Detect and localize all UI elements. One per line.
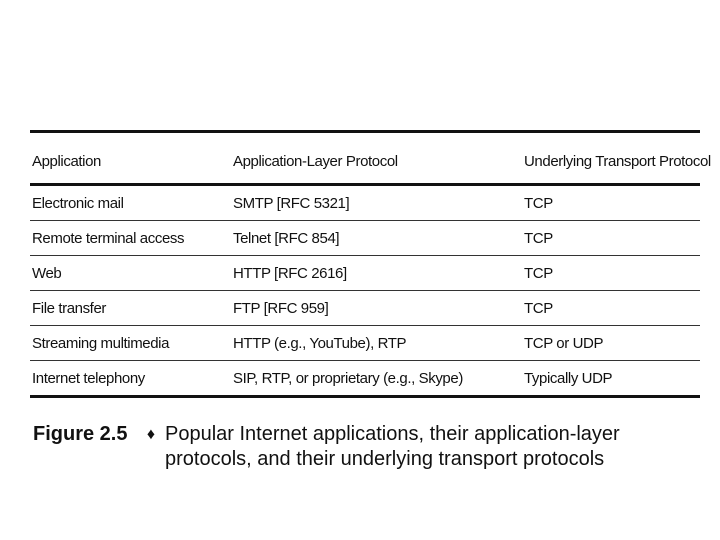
caption-text-line-2: protocols, and their underlying transport protocols <box>165 448 605 470</box>
application-cell: Internet telephony <box>32 369 145 387</box>
diamond-bullet-icon: ♦ <box>146 426 156 443</box>
column-header-application: Application <box>32 152 101 170</box>
application-cell: File transfer <box>32 299 106 317</box>
application-cell: Web <box>32 264 62 282</box>
application-cell: Streaming multimedia <box>32 334 170 352</box>
protocol-table <box>30 130 711 398</box>
figure-caption <box>33 422 693 472</box>
table-row <box>30 326 700 360</box>
caption-text-line-1: Popular Internet applications, their application-layer <box>165 423 620 445</box>
transport-cell: TCP <box>524 299 553 317</box>
table-bottom-rule <box>30 395 700 398</box>
protocol-cell: SIP, RTP, or proprietary (e.g., Skype) <box>233 369 463 387</box>
protocol-cell: Telnet [RFC 854] <box>233 229 340 247</box>
figure-label: Figure 2.5 <box>33 423 128 445</box>
transport-cell: Typically UDP <box>524 369 613 387</box>
transport-cell: TCP or UDP <box>524 334 604 352</box>
table-row <box>30 256 700 290</box>
table-row <box>30 221 700 255</box>
table-row <box>30 361 700 395</box>
application-cell: Electronic mail <box>32 194 124 212</box>
transport-cell: TCP <box>524 194 553 212</box>
column-header-transport: Underlying Transport Protocol <box>524 152 711 170</box>
protocol-cell: FTP [RFC 959] <box>233 299 329 317</box>
column-header-protocol: Application-Layer Protocol <box>233 152 398 170</box>
caption-second-line <box>33 447 693 472</box>
protocol-cell: HTTP [RFC 2616] <box>233 264 347 282</box>
transport-cell: TCP <box>524 264 553 282</box>
table-row <box>30 186 700 220</box>
transport-cell: TCP <box>524 229 553 247</box>
application-cell: Remote terminal access <box>32 229 185 247</box>
protocol-cell: SMTP [RFC 5321] <box>233 194 350 212</box>
table-header-row <box>30 133 711 183</box>
caption-first-line <box>33 422 693 447</box>
table-row <box>30 291 700 325</box>
protocol-cell: HTTP (e.g., YouTube), RTP <box>233 334 407 352</box>
